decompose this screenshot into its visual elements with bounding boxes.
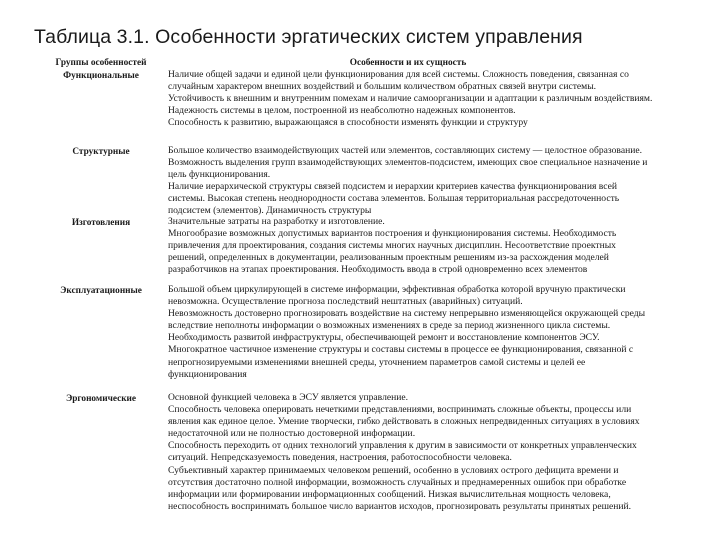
row-label: Эргономические	[65, 394, 137, 404]
description-line: Необходимость развитой инфраструктуры, обеспечивающей ремонт и восстановление компонентов ЭСУ.	[168, 332, 600, 344]
row-description	[168, 69, 656, 129]
table-row	[40, 392, 660, 518]
table-row	[40, 145, 660, 217]
description-line: Невозможность достоверно прогнозировать воздействие на систему непрерывно изменяющейся окружающей среды вследствие неполноты информации о возможных изменениях в среде за период жизненного цикла системы.	[168, 308, 646, 332]
row-label: Эксплуатационные	[60, 286, 142, 296]
description-line: Способность переходить от одних технологий управления к другим в зависимости от конкретных управленческих ситуаций. Непредсказуемость поведения, настроения, работоспособности человека.	[168, 440, 637, 464]
description-line: Значительные затраты на разработку и изготовление.	[168, 216, 385, 227]
description-line: Субъективный характер принимаемых человеком решений, особенно в условиях острого дефицита времени и отсутствия достаточно полной информации, возможность случайных и преднамеренных ошибок при обработке информации или формировании информационных сообщений. Низкая вычислительная мощность человека, неспособность воспринимать большое число вариантов исходов, прогнозировать результаты принятых решений.	[168, 464, 632, 512]
row-label: Структурные	[72, 147, 130, 157]
description-line: Многообразие возможных допустимых вариантов построения и функционирования системы. Необходимость привлечения для проектирования, создания системы многих научных дисциплин. Несоответствие проектных решений, определенных в документации, реализованным проектным решениям из-за расхождения моделей разработчиков на этапах проектирования. Необходимость ввода в строй одновременно всех элементов	[168, 228, 617, 276]
page-title: Таблица 3.1. Особенности эргатических систем управления	[34, 26, 583, 48]
description-line: Способность человека оперировать нечеткими представлениями, воспринимать сложные объекты, процессы или явления как единое целое. Умение творчески, гибко действовать в сложных непредвиденных ситуациях в условиях недостаточной или не полностью достоверной информации.	[168, 404, 640, 440]
column-header-groups: Группы особенностей	[55, 58, 147, 68]
table-row	[40, 216, 660, 278]
description-line: Устойчивость к внешним и внутренним помехам и наличие самоорганизации и адаптации к различным воздействиям.	[168, 93, 653, 105]
row-label: Изготовления	[71, 218, 131, 228]
table-row	[40, 284, 660, 380]
row-description	[168, 284, 656, 381]
row-description	[168, 216, 656, 276]
table-row	[40, 69, 660, 135]
description-line: Способность к развитию, выражающаяся в способности изменять функции и структуру	[168, 117, 528, 129]
description-line: Многократное частичное изменение структуры и составы системы в процессе ее функционирования, связанной с непрогнозируемыми изменениями внешней среды, уточнением параметров самой системы и целей ее функционирования	[168, 344, 634, 380]
row-description	[168, 392, 656, 513]
column-header-features: Особенности и их сущность	[349, 58, 467, 68]
description-line: Большое количество взаимодействующих частей или элементов, составляющих систему — целостное образование. Возможность выделения групп взаимодействующих элементов-подсистем, имеющих свое специальное назначение и цель функционирования.	[168, 145, 648, 181]
description-line: Наличие общей задачи и единой цели функционирования для всей системы. Сложность поведения, связанная со случайным характером внешних воздействий и большим количеством обратных связей внутри системы.	[168, 69, 629, 93]
description-line: Надежность системы в целом, построенной из неабсолютно надежных компонентов.	[168, 105, 516, 117]
row-description	[168, 145, 656, 218]
description-line: Большой объем циркулирующей в системе информации, эффективная обработка которой вручную практически невозможна. Осуществление прогноза последствий нештатных (аварийных) ситуаций.	[168, 284, 626, 308]
row-label: Функциональные	[63, 71, 139, 81]
description-line: Наличие иерархической структуры связей подсистем и иерархии критериев качества функционирования всей системы. Высокая степень неоднородности состава элементов. Большая территориальная рассредоточенность подсистем (элементов). Динамичность структуры	[168, 181, 620, 217]
description-line: Основной функцией человека в ЭСУ является управление.	[168, 392, 409, 403]
